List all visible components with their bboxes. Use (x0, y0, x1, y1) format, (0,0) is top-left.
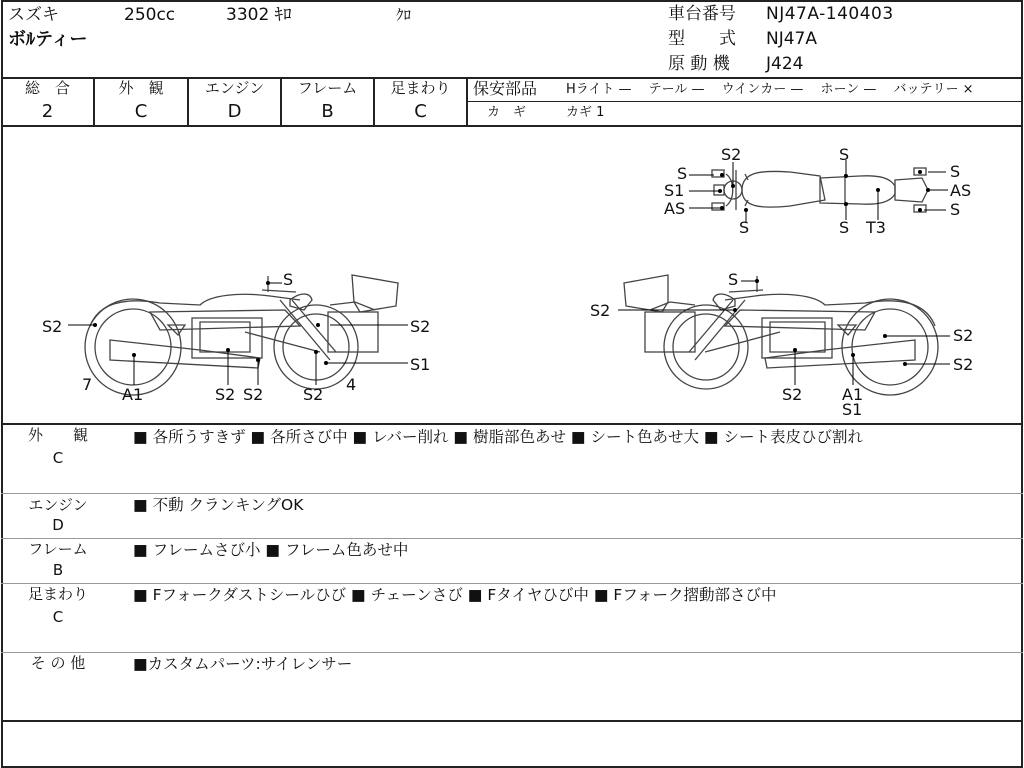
damage-label: S2 (590, 301, 611, 320)
damage-label: 4 (346, 375, 357, 394)
damage-label: S (950, 200, 961, 219)
grade-label: フレーム (297, 79, 358, 97)
detail-text: ■ フレームさび小 ■ フレーム色あせ中 (133, 541, 409, 559)
damage-label: S (839, 145, 850, 164)
damage-label: S (283, 270, 294, 289)
damage-label: S (839, 218, 850, 237)
displacement: 250cc (124, 5, 176, 25)
right-side-bike (624, 275, 938, 395)
grade-value: D (227, 101, 242, 122)
damage-label: AS (950, 181, 972, 200)
detail-label: 足まわり (27, 585, 88, 603)
detail-grade: D (52, 516, 64, 534)
damage-label: S (950, 162, 961, 181)
damage-label: S (677, 164, 688, 183)
detail-label: そ の 他 (30, 654, 86, 672)
detail-label: フレーム (28, 540, 88, 558)
damage-label: A1 (122, 385, 144, 404)
damage-label: S2 (243, 385, 264, 404)
grade-label: エンジン (204, 79, 265, 97)
engine-label: 原 動 機 (668, 54, 730, 74)
damage-markers (93, 170, 930, 366)
damage-label: S2 (953, 326, 974, 345)
top-view-bike (712, 168, 928, 212)
damage-label: S2 (721, 145, 742, 164)
damage-label: S2 (303, 385, 324, 404)
damage-label: AS (664, 199, 686, 218)
frame-number: NJ47A-140403 (766, 4, 894, 24)
damage-label: S2 (410, 317, 431, 336)
grade-value: B (321, 101, 334, 122)
divider (1, 423, 1023, 425)
damage-label: A1 (842, 385, 864, 404)
safety-parts-items: Hライト — テール — ウインカー — ホーン — バッテリー × (566, 82, 974, 97)
detail-text: ■カスタムパーツ:サイレンサー (133, 655, 353, 673)
damage-label: S2 (215, 385, 236, 404)
color: ｸﾛ (396, 6, 412, 24)
detail-text: ■ 各所うすきず ■ 各所さび中 ■ レバー削れ ■ 樹脂部色あせ ■ シート色あせ大 ■ シート表皮ひび割れ (133, 428, 863, 446)
damage-label: S1 (410, 355, 431, 374)
detail-grade: B (52, 561, 64, 579)
detail-label: エンジン (28, 496, 88, 514)
grade-value: C (134, 101, 148, 122)
model-name: ボﾙティー (8, 29, 88, 50)
key-value: カギ 1 (566, 105, 605, 120)
damage-label: 7 (82, 375, 93, 394)
grade-label: 外 観 (118, 79, 164, 97)
damage-label: S1 (842, 400, 863, 419)
grade-label: 足まわり (390, 79, 451, 97)
engine-value: J424 (766, 54, 804, 74)
detail-text: ■ Fフォークダストシールひび ■ チェーンさび ■ Fタイヤひび中 ■ Fフォーク摺動部さび中 (133, 586, 777, 604)
maker: スズキ (8, 5, 59, 25)
safety-parts-label: 保安部品 (473, 79, 538, 98)
divider (466, 77, 468, 126)
detail-text: ■ 不動 クランキングOK (133, 496, 304, 514)
divider (467, 101, 1023, 102)
damage-label: S2 (953, 355, 974, 374)
damage-label: S1 (664, 181, 685, 200)
damage-label: S (739, 218, 750, 237)
type-label: 型 式 (668, 29, 736, 49)
mileage: 3302 ｷﾛ (226, 5, 292, 25)
damage-label: S2 (782, 385, 803, 404)
grade-value: C (414, 101, 427, 122)
key-label: カ ギ (487, 105, 527, 120)
frame-number-label: 車台番号 (668, 4, 736, 24)
damage-label: S2 (42, 317, 63, 336)
grade-label: 総 合 (24, 79, 70, 97)
detail-grade: C (52, 608, 64, 626)
damage-label: T3 (866, 218, 886, 237)
grade-value: 2 (41, 101, 54, 122)
type-value: NJ47A (766, 29, 817, 49)
divider (1, 720, 1023, 722)
detail-grade: C (52, 449, 64, 467)
damage-diagram (0, 126, 1024, 423)
damage-label: S (728, 270, 739, 289)
detail-label: 外 観 (27, 426, 88, 444)
